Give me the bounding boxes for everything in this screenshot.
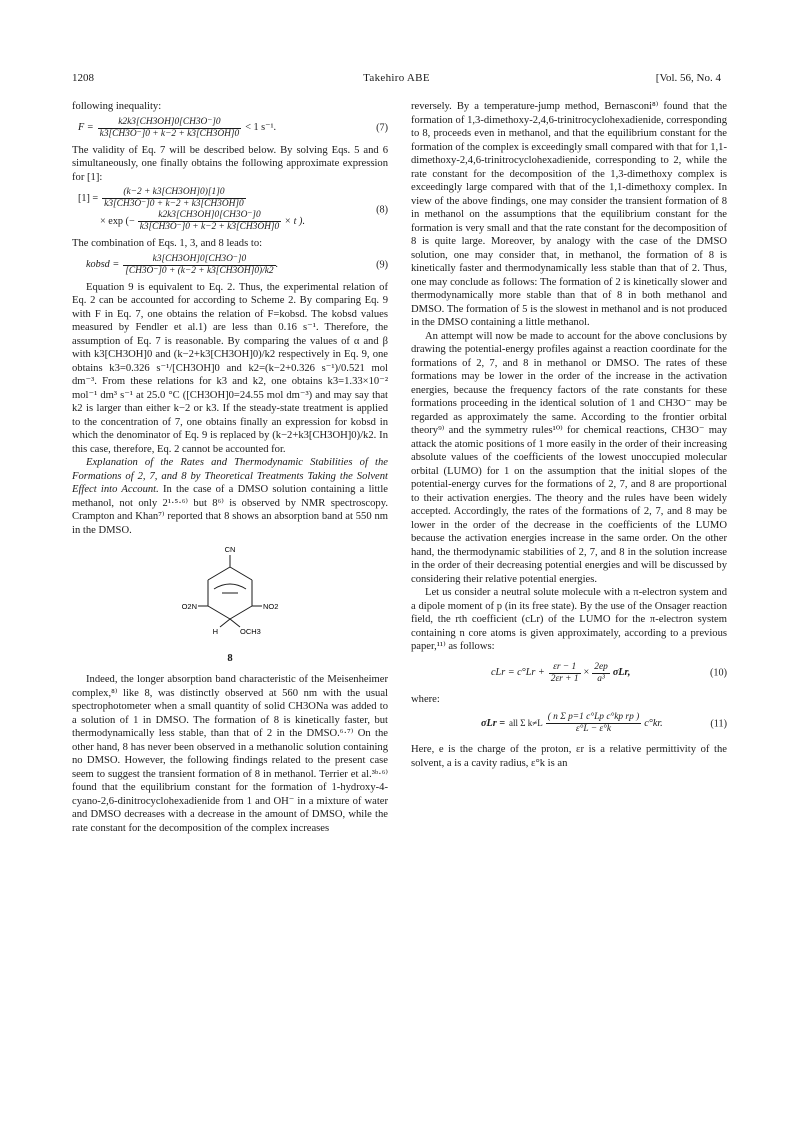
eq-lhs: σLr = [481, 717, 506, 729]
eq-lhs: F = [78, 122, 94, 134]
no2-right-label: NO2 [263, 602, 279, 611]
eq-lhs: kobsd = [86, 259, 120, 271]
left-column [72, 100, 388, 835]
eq-exp-suffix: × t ). [284, 215, 305, 227]
eq-denominator: k3[CH3O⁻]0 + k−2 + k3[CH3OH]0 [99, 128, 240, 139]
h-label: H [212, 627, 218, 636]
och3-label: OCH3 [240, 627, 261, 636]
paragraph [72, 456, 388, 537]
eq-numerator: εr − 1 [549, 662, 581, 674]
eq-numerator: k3[CH3OH]0[CH3O⁻]0 [123, 254, 275, 266]
eq-times: × [583, 667, 590, 679]
paragraph: reversely. By a temperature-jump method, Bernasconi⁸⁾ found that the formation of 1,3-dimethoxy-2,4,6-trinitrocyclohexadienide, corresponding to 8, proceeds even in methanol, and that the equilibrium constant for the formation of the complex is exceedingly small compared with that for 1,1-dimethoxy-2,4,6-trinitrocyclohexadienide, corresponding to 2, while the rate constant for the decomposition of the 1,3-dimethoxy complex is exceedingly large compared with that of the 1,1-dimethoxy complex. In view of the above findings, one may consider the transient formation of 8 in methanol on the assumptions that the equilibrium constant for the formation is very small and that the rate constant for the decomposition of 8 is quite large. Moreover, by analogy with the case of the DMSO solution, one may consider that, in methanol, the formation of 8 is kinetically faster and thermodynamically less stable than that of 2. Thus, one may conclude as follows: The formation of 2 is kinetically slower and thermodynamically more stable than that of 8 in both methanol and DMSO. The formation of 5 is the slowest in methanol and is not produced in the DMSO containing a little methanol. [411, 101, 727, 328]
bond-line [230, 619, 240, 627]
paragraph-text: In the case of a DMSO solution containing a little methanol, not only 2¹·⁵·⁶⁾ but 8⁶⁾ is observed by NMR spectroscopy. Crampton and Khan⁷⁾ reported that 8 shows an absorption band at 550 nm in the DMSO. [72, 484, 388, 536]
eq-fraction [138, 210, 282, 233]
eq-rhs: < 1 s⁻¹. [245, 122, 277, 134]
eq-numerator: (k−2 + k3[CH3OH]0)[1]0 [102, 187, 246, 199]
right-column [411, 100, 727, 770]
eq-numerator: k2k3[CH3OH]0[CH3O⁻]0 [138, 210, 282, 222]
equation-10 [411, 662, 727, 685]
eq-fraction [592, 662, 610, 685]
equation-number: (7) [376, 122, 388, 134]
eq-rhs: σLr, [612, 667, 631, 679]
eq-sum: all Σ k≠L [509, 717, 543, 728]
section-heading: Explanation of the Rates and Thermodynamic Stabilities of the Formations of 2, 7, and 8 by Theoretical Treatments Taking the Solvent Effect into Account. [72, 457, 388, 495]
paragraph: The combination of Eqs. 1, 3, and 8 leads to: [72, 238, 263, 249]
bond-line [230, 606, 252, 619]
eq-fraction [546, 712, 642, 735]
eq-denominator: k3[CH3O⁻]0 + k−2 + k3[CH3OH]0 [139, 222, 280, 232]
eq-fraction [98, 117, 242, 140]
paragraph: following inequality: [72, 101, 162, 112]
eq-lhs: cLr = c°Lr + [491, 667, 545, 679]
equation-7 [72, 117, 388, 140]
paragraph: Here, e is the charge of the proton, εr is a relative permittivity of the solvent, a is a cavity radius, ε°k is an [411, 744, 727, 769]
eq-denominator: 2εr + 1 [550, 673, 579, 684]
equation-11 [411, 712, 727, 735]
eq-numerator: 2ep [594, 661, 608, 672]
delocalization-arc [214, 584, 246, 589]
equation-number: (8) [376, 204, 388, 216]
paragraph: Let us consider a neutral solute molecule with a π-electron system and a dipole moment of p (in its free state). By the use of the Onsager reaction field, the rth coefficient (cLr) of the LUMO for the π-electron system containing n core atoms is given approximately, according to a previous paper,¹¹⁾ as follows: [411, 587, 727, 652]
bond-line [208, 567, 230, 580]
eq-denominator: [CH3O⁻]0 + (k−2 + k3[CH3OH]0)/k2 [125, 265, 274, 276]
eq-suffix: . [275, 259, 279, 271]
eq-fraction [102, 187, 246, 210]
paragraph: Equation 9 is equivalent to Eq. 2. Thus, the experimental relation of Eq. 2 can be accounted for according to Scheme 2. By comparing Eq. 9 with F in Eq. 7, one obtains the relation of F=kobsd. The kobsd values measured by Fendler et al.1) are less than 0.16 s⁻¹. Therefore, the assumption of Eq. 7 is reasonable. By comparing the values of α and β with k3[CH3OH]0 and (k−2+k3[CH3OH]0)/k2 respectively in Eq. 9, one obtains k3=0.326 s⁻¹/[CH3OH]0 and k2=(k−2+0.326 s⁻¹)/0.521 mol dm⁻³. From these relations for k3 and k2, one obtains k3=1.33×10⁻² mol⁻¹ dm³ s⁻¹ at 25.0 °C ([CH3OH]0=24.55 mol dm⁻³) and may say that k2 is larger than either k−2 or k3. If the steady-state treatment is applied to the concentration of 7, one obtains finally an expression for kobsd in which the denominator of Eq. 9 is replaced by (k−2+k3[CH3OH]0)/k2. In this case, therefore, Eq. 2 cannot be accounted for. [72, 281, 388, 455]
chemical-structure [72, 543, 388, 650]
eq-fraction [123, 254, 275, 277]
bond-line [230, 567, 252, 580]
eq-fraction [549, 662, 581, 685]
equation-number: (9) [376, 259, 388, 271]
page-number: 1208 [72, 72, 94, 84]
equation-number: (11) [710, 717, 727, 729]
eq-numerator: ( n Σ p=1 c°Lp c°kp rp ) [547, 712, 640, 722]
equation-number: (10) [710, 667, 727, 679]
bond-line [208, 606, 230, 619]
equation-9 [72, 254, 388, 277]
eq-denominator: ε°L − ε°k [575, 724, 612, 734]
eq-exp-prefix: × exp (− [100, 215, 135, 227]
running-head [72, 72, 721, 88]
compound-number: 8 [227, 652, 233, 664]
no2-left-label: O2N [181, 602, 197, 611]
paragraph: Indeed, the longer absorption band characteristic of the Meisenheimer complex,⁸⁾ like 8, was distinctly observed at 560 nm with the usual spectrophotometer when a small quantity of solid CH3ONa was added to a solution of 1 in DMSO. The formation of 8 is kinetically faster, but thermodynamically less stable, than that of 2 in the DMSO.⁶·⁷⁾ On the other hand, 8 has never been observed in a methanolic solution containing no DMSO. However, the following findings related to the present case seem to suggest the transient formation of 8 in methanol. Terrier et al.³ᵇ·⁶⁾ found that the equilibrium constant for the formation of 1-hydroxy-4-cyano-2,6-dinitrocyclohexadienide from 1 and OH⁻ in a mixture of water and DMSO decreases with a decrease in the amount of DMSO, while the rate constant for the decomposition of the complex increases [72, 674, 388, 834]
bond-line [220, 619, 230, 627]
eq-numerator: k2k3[CH3OH]0[CH3O⁻]0 [98, 117, 242, 129]
eq-denominator: a³ [597, 673, 605, 684]
cn-label: CN [224, 545, 236, 554]
eq-rhs: c°kr. [644, 717, 663, 729]
equation-8 [72, 187, 388, 233]
structure-diagram [160, 543, 300, 645]
eq-lhs: [1] = [78, 192, 99, 204]
volume-info: [Vol. 56, No. 4 [655, 72, 721, 84]
paragraph: where: [411, 693, 440, 705]
eq-denominator: k3[CH3O⁻]0 + k−2 + k3[CH3OH]0 [104, 199, 244, 209]
paragraph: The validity of Eq. 7 will be described below. By solving Eqs. 5 and 6 simultaneously, one finally obtains the following approximate expression for [1]: [72, 144, 388, 183]
author-name: Takehiro ABE [363, 72, 430, 84]
paragraph: An attempt will now be made to account for the above conclusions by drawing the potential-energy profiles against a reaction coordinate for the formations of 2, 7, and 8 in methanol or DMSO. The rates of these formations may be lower in the order of the increase in the activation energies, because the frequency factors of the rate constants for these formations proceeding in the identical solution of 1 and CH3O⁻ may be regarded as approximately the same. According to the frontier orbital theory⁹⁾ and the symmetry rules¹⁰⁾ for chemical reactions, CH3O⁻ may attack the atomic positions of 1 more easily in the order of their increasing absolute values of the coefficients of the lowest unoccupied molecular orbital (LUMO) for 1 on the assumption that the initial slopes of the potential-energy curves for the formations of 2, 7, and 8 are proportional to their activation energies. The theory and the rules have been widely accepted. Accordingly, the rates of the formations of 2, 7, and 8 may be lower in the order of the decrease in the coefficients of the LUMO because the activation energies increase in the same order. On the other hand, the thermodynamic stabilities of 2, 7, and 8 in the solution increase in the order of their decreasing potential energies and will be discussed by considering their relative potential energies. [411, 330, 727, 585]
